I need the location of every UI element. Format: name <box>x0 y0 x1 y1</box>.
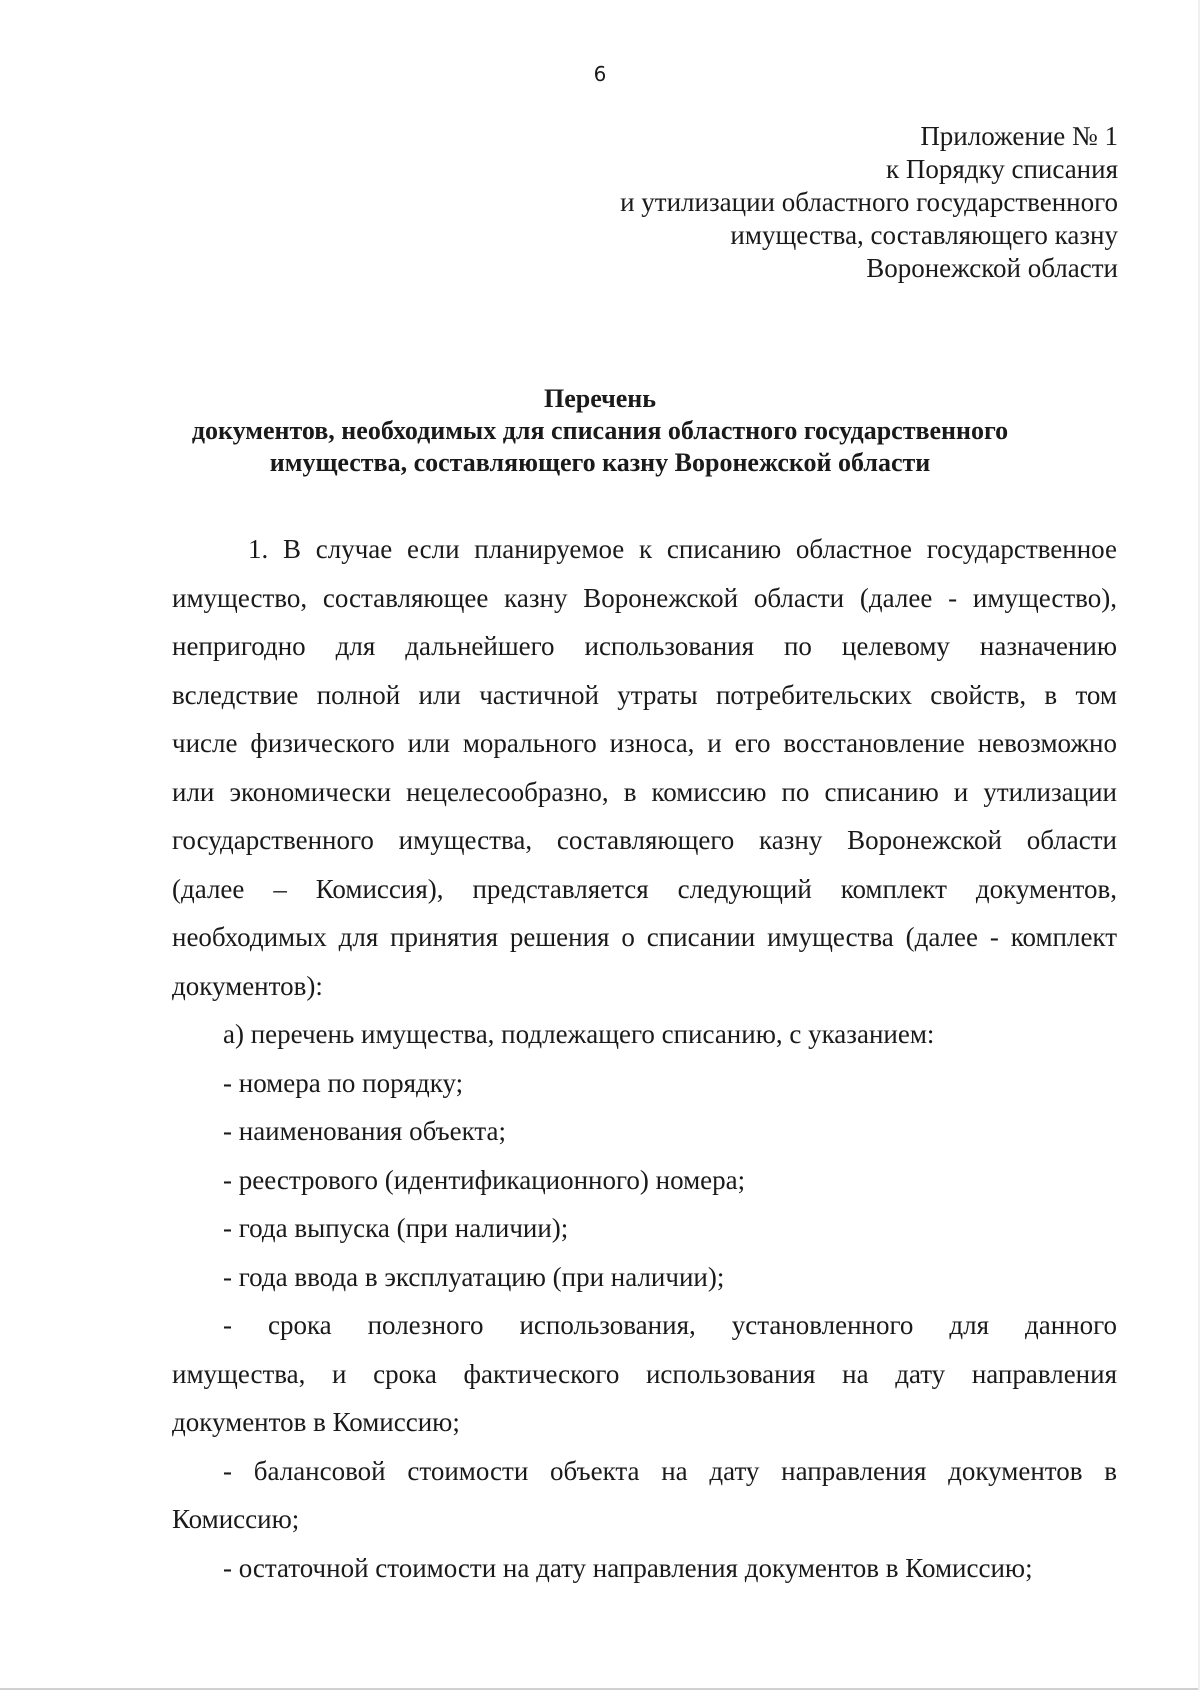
list-item: - наименования объекта; <box>223 1116 506 1146</box>
body-line: - срока полезного использования, установленного для данного <box>223 1310 1117 1340</box>
appendix-line: имущества, составляющего казну <box>730 220 1118 250</box>
appendix-line: Воронежской области <box>866 253 1118 283</box>
body-line: государственного имущества, составляющего казну Воронежской области <box>172 825 1117 855</box>
paragraph-1 <box>172 525 1117 1010</box>
list-item-balance-value <box>172 1447 1117 1544</box>
appendix-line: Приложение № 1 <box>920 121 1118 151</box>
body-line: 1. В случае если планируемое к списанию областное государственное <box>248 534 1117 564</box>
body-line: необходимых для принятия решения о списании имущества (далее - комплект <box>172 922 1117 952</box>
page-number: 6 <box>593 62 607 86</box>
body-line: Комиссию; <box>172 1504 300 1534</box>
body-line: документов): <box>172 970 323 1001</box>
document-body <box>172 525 1117 1592</box>
document-title <box>150 383 1050 479</box>
body-line: - балансовой стоимости объекта на дату направления документов в <box>223 1455 1117 1486</box>
body-line: или экономически нецелесообразно, в комиссию по списанию и утилизации <box>172 776 1117 807</box>
list-item: - года ввода в эксплуатацию (при наличии); <box>223 1261 725 1292</box>
body-line: непригодно для дальнейшего использования по целевому назначению <box>172 631 1117 661</box>
body-line: вследствие полной или частичной утраты потребительских свойств, в том <box>172 679 1117 710</box>
title-heading: Перечень <box>543 384 657 413</box>
body-line: (далее – Комиссия), представляется следующий комплект документов, <box>172 873 1117 904</box>
body-line: имущество, составляющее казну Воронежской области (далее - имущество), <box>172 582 1117 613</box>
body-line: документов в Комиссию; <box>172 1407 460 1437</box>
title-subtitle-line: документов, необходимых для списания областного государственного <box>191 416 1009 445</box>
appendix-line: к Порядку списания <box>885 154 1118 184</box>
list-item: - номера по порядку; <box>223 1067 464 1098</box>
title-subtitle-line: имущества, составляющего казну Воронежской области <box>269 448 931 477</box>
list-item-residual-value: - остаточной стоимости на дату направления документов в Комиссию; <box>223 1552 1033 1583</box>
list-item: - года выпуска (при наличии); <box>223 1213 569 1243</box>
list-item-a: а) перечень имущества, подлежащего списанию, с указанием: <box>223 1019 935 1049</box>
body-line: имущества, и срока фактического использования на дату направления <box>172 1358 1117 1389</box>
body-line: числе физического или морального износа, и его восстановление невозможно <box>172 728 1117 758</box>
appendix-header <box>418 120 1118 285</box>
appendix-line: и утилизации областного государственного <box>620 187 1118 217</box>
list-item-useful-life <box>172 1301 1117 1447</box>
list-item: - реестрового (идентификационного) номера; <box>223 1164 746 1195</box>
